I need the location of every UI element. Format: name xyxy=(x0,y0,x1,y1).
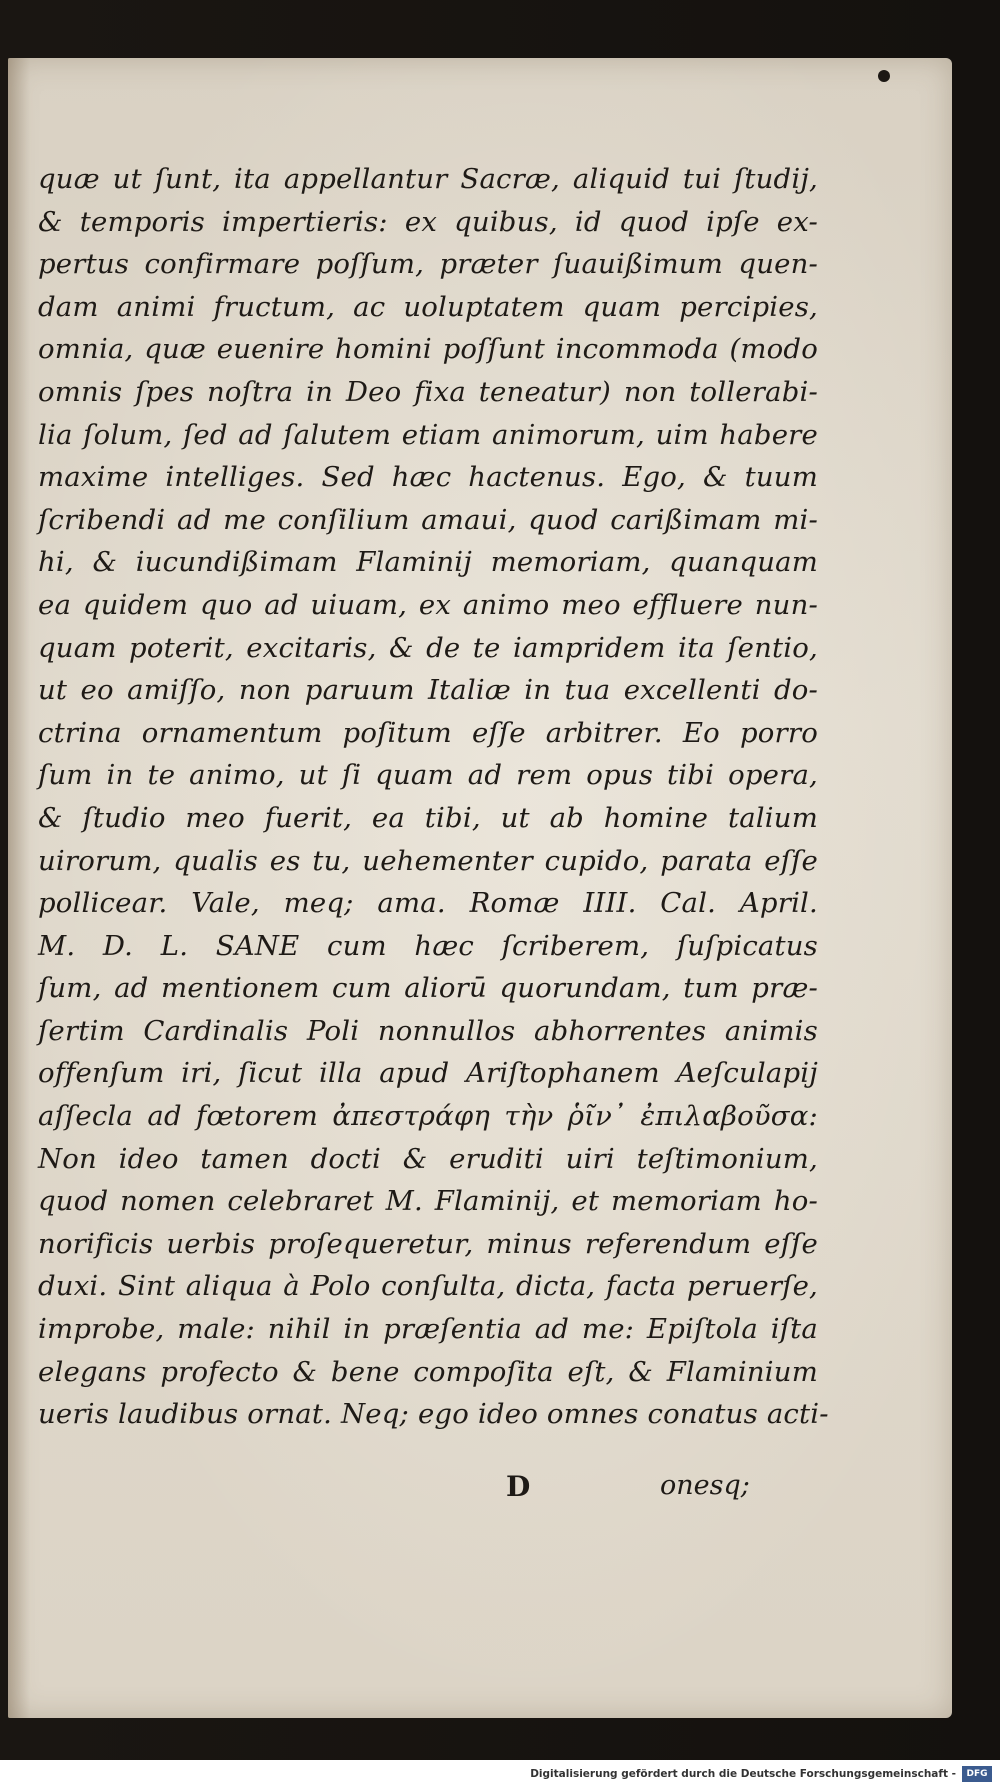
text-line: duxi. Sint aliqua à Polo conſulta, dicta, facta peruerſe, xyxy=(38,1270,818,1303)
book-page xyxy=(8,58,952,1718)
digitization-footer xyxy=(0,1760,1000,1791)
text-line: quæ ut ſunt, ita appellantur Sacræ, aliquid tui ſtudij, xyxy=(38,163,818,195)
text-line: ſcribendi ad me conſilium amaui, quod carißimam mi- xyxy=(38,503,818,536)
text-line: hi, & iucundißimam Flaminij memoriam, quanquam xyxy=(38,546,818,579)
dfg-logo-icon: DFG xyxy=(962,1766,992,1782)
text-line: & ſtudio meo fuerit, ea tibi, ut ab homine talium xyxy=(38,801,818,834)
funding-credit: Digitalisierung gefördert durch die Deutsche Forschungsgemeinschaft - xyxy=(530,1768,956,1780)
text-line: omnis ſpes noſtra in Deo fixa teneatur) non tollerabi- xyxy=(38,375,818,408)
text-line: pertus confirmare poſſum, præter ſuauißimum quen- xyxy=(38,248,818,281)
body-text xyxy=(38,158,829,1436)
text-line: ea quidem quo ad uiuam, ex animo meo effluere nun- xyxy=(38,588,818,621)
text-line: norificis uerbis proſequeretur, minus referendum eſſe xyxy=(38,1227,818,1260)
text-line: M. D. L. SANE cum hæc ſcriberem, ſuſpicatus xyxy=(38,929,818,962)
page-gutter-shadow xyxy=(8,58,30,1718)
text-line: quod nomen celebraret M. Flaminij, et memoriam ho- xyxy=(38,1185,818,1218)
text-line: ſum in te animo, ut ſi quam ad rem opus tibi opera, xyxy=(38,759,818,792)
text-line: ctrina ornamentum poſitum eſſe arbitrer. Eo porro xyxy=(38,716,818,749)
text-line: improbe, male: nihil in præſentia ad me: Epiſtola iſta xyxy=(38,1313,818,1346)
text-line: & temporis impertieris: ex quibus, id quod ipſe ex- xyxy=(38,205,818,238)
text-line: ſertim Cardinalis Poli nonnullos abhorrentes animis xyxy=(38,1014,818,1047)
catchword: onesq; xyxy=(660,1470,750,1501)
text-line: omnia, quæ euenire homini poſſunt incommoda (modo xyxy=(38,333,818,366)
text-line: pollicear. Vale, meq; ama. Romæ IIII. Cal. April. xyxy=(38,887,818,920)
text-line: aſſecla ad fœtorem ἀπεστράφη τὴν ῥῖν᾽ ἐπιλαβοῦσα: xyxy=(38,1100,818,1133)
text-line: ut eo amiſſo, non paruum Italiæ in tua excellenti do- xyxy=(38,674,818,707)
signature-mark: D xyxy=(506,1470,531,1503)
text-line: Non ideo tamen docti & eruditi uiri teſtimonium, xyxy=(38,1142,818,1175)
text-line: lia ſolum, ſed ad ſalutem etiam animorum, uim habere xyxy=(38,418,818,451)
text-line: ueris laudibus ornat. Neq; ego ideo omnes conatus acti- xyxy=(38,1398,829,1431)
text-line: offenſum iri, ſicut illa apud Ariſtophanem Aeſculapij xyxy=(38,1057,818,1090)
text-line: maxime intelliges. Sed hæc hactenus. Ego, & tuum xyxy=(38,461,818,494)
text-line: ſum, ad mentionem cum aliorū quorundam, tum præ- xyxy=(38,972,818,1005)
text-line: quam poterit, excitaris, & de te iampridem ita ſentio, xyxy=(38,631,818,664)
text-line: uirorum, qualis es tu, uehementer cupido, parata eſſe xyxy=(38,844,818,877)
ink-spot xyxy=(878,70,890,82)
text-line: dam animi fructum, ac uoluptatem quam percipies, xyxy=(38,290,818,323)
text-line: elegans profecto & bene compoſita eſt, & Flaminium xyxy=(38,1355,818,1388)
